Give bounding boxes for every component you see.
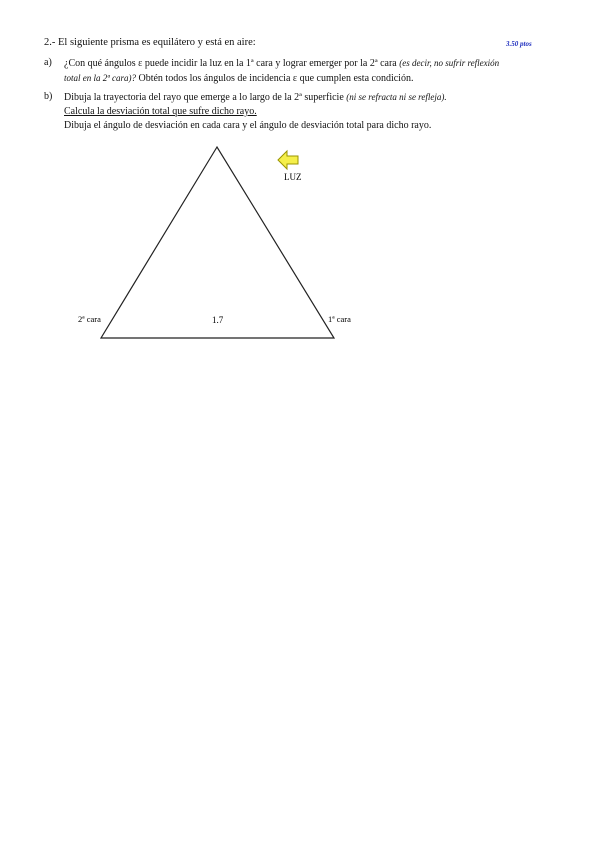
item-a-line1: ¿Con qué ángulos ε puede incidir la luz en la 1ª cara y lograr emerger por la 2ª cara: [64, 58, 400, 69]
item-a-line2: Obtén todos los ángulos de incidencia ε que cumplen esta condición.: [135, 73, 414, 84]
item-b-label: b): [44, 91, 53, 102]
item-b-line2: Calcula la desviación total que sufre dicho rayo.: [64, 106, 257, 117]
item-b-line3: Dibuja el ángulo de desviación en cada cara y el ángulo de desviación total para dicho rayo.: [64, 120, 432, 131]
item-a-line1-italic: (es decir, no sufrir reflexión: [399, 58, 500, 68]
question-title: 2.- El siguiente prisma es equilátero y está en aire:: [44, 37, 256, 48]
points-label: 3.50 ptos: [506, 40, 532, 48]
item-b-line1-italic: (ni se refracta ni se refleja).: [346, 92, 447, 102]
item-b-line1: Dibuja la trayectoria del rayo que emerge a lo largo de la 2ª superficie: [64, 92, 347, 103]
item-a-label: a): [44, 57, 52, 68]
light-arrow-icon: [278, 151, 298, 169]
light-label: LUZ: [284, 172, 302, 182]
face2-label: 2ª cara: [78, 314, 101, 324]
refractive-index-label: 1.7: [212, 315, 224, 325]
item-a-line2-italic: total en la 2ª cara)?: [64, 73, 136, 83]
face1-label: 1ª cara: [328, 314, 351, 324]
